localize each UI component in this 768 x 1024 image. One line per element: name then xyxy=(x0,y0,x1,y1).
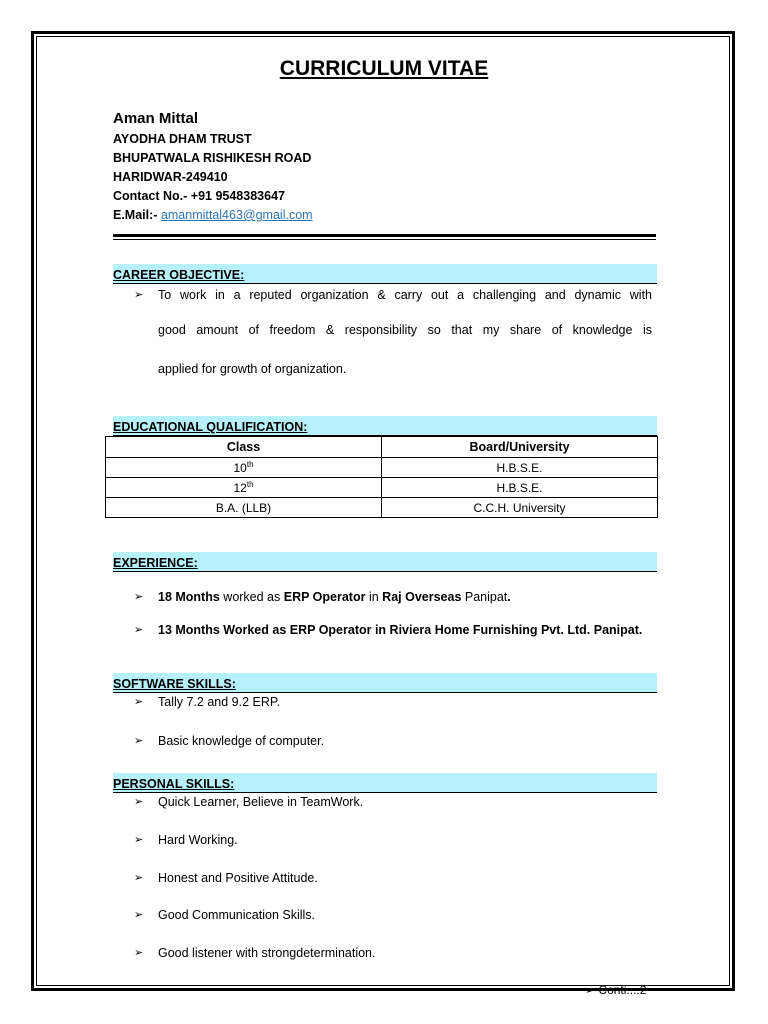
bullet-arrow-icon: ➢ xyxy=(134,696,144,708)
software-skill-item: ➢ Basic knowledge of computer. xyxy=(134,734,325,748)
email-label: E.Mail:- xyxy=(113,208,161,222)
section-personal-skills xyxy=(113,773,657,793)
column-header-class: Class xyxy=(106,437,382,458)
table-row xyxy=(106,498,658,518)
bullet-arrow-icon: ➢ xyxy=(134,909,144,921)
objective-line-1: To work in a reputed organization & carry out a challenging and dynamic with xyxy=(158,288,652,302)
experience-item-1 xyxy=(134,590,664,604)
class-cell: B.A. (LLB) xyxy=(106,498,382,518)
personal-skill-item: ➢ Good Communication Skills. xyxy=(134,908,316,922)
bullet-arrow-icon: ➢ xyxy=(134,947,144,959)
board-cell: H.B.S.E. xyxy=(382,458,658,478)
experience-item-2-text: 13 Months Worked as ERP Operator in Riviera Home Furnishing Pvt. Ltd. Panipat. xyxy=(158,623,643,637)
class-cell: 12th xyxy=(106,478,382,498)
personal-skill-item: ➢ Hard Working. xyxy=(134,833,238,847)
education-heading: EDUCATIONAL QUALIFICATION: xyxy=(113,420,308,434)
bullet-arrow-icon: ➢ xyxy=(134,591,144,603)
board-cell: C.C.H. University xyxy=(382,498,658,518)
career-objective-heading: CAREER OBJECTIVE: xyxy=(113,268,245,282)
personal-skills-heading: PERSONAL SKILLS: xyxy=(113,777,235,791)
personal-skill-item: ➢ Honest and Positive Attitude. xyxy=(134,871,318,885)
section-education xyxy=(113,416,657,436)
objective-line-2: good amount of freedom & responsibility so that my share of knowledge is xyxy=(158,323,652,337)
contact-number: Contact No.- +91 9548383647 xyxy=(113,189,285,203)
bullet-arrow-icon: ➢ xyxy=(134,735,144,747)
email-row xyxy=(113,206,313,225)
bullet-arrow-icon: ➢ xyxy=(134,872,144,884)
address-line-3: HARIDWAR-249410 xyxy=(113,170,228,184)
footer-text: Conti....2 xyxy=(598,983,647,997)
document-title: CURRICULUM VITAE xyxy=(279,57,489,80)
personal-skill-item: ➢ Good listener with strongdetermination. xyxy=(134,946,376,960)
continuation-note xyxy=(585,983,646,997)
header-divider-thin xyxy=(113,239,656,240)
experience-item-1-text: 18 Months worked as ERP Operator in Raj Overseas Panipat. xyxy=(158,590,511,604)
objective-bullet xyxy=(134,288,664,302)
bullet-arrow-icon: ➢ xyxy=(134,624,144,636)
column-header-board: Board/University xyxy=(382,437,658,458)
software-skills-heading: SOFTWARE SKILLS: xyxy=(113,677,236,691)
bullet-arrow-icon: ➢ xyxy=(134,796,144,808)
software-skill-item: ➢ Tally 7.2 and 9.2 ERP. xyxy=(134,695,281,709)
experience-heading: EXPERIENCE: xyxy=(113,556,198,570)
table-row xyxy=(106,478,658,498)
address-line-1: AYODHA DHAM TRUST xyxy=(113,132,252,146)
candidate-name: Aman Mittal xyxy=(113,110,199,127)
experience-item-2 xyxy=(134,623,664,637)
section-software-skills xyxy=(113,673,657,693)
table-row xyxy=(106,458,658,478)
email-link[interactable]: amanmittal463@gmail.com xyxy=(160,208,313,222)
header-divider-thick xyxy=(113,234,656,237)
bullet-arrow-icon: ➢ xyxy=(134,834,144,846)
bullet-arrow-icon: ➢ xyxy=(134,289,144,301)
board-cell: H.B.S.E. xyxy=(382,478,658,498)
table-header-row xyxy=(106,437,658,458)
address-line-2: BHUPATWALA RISHIKESH ROAD xyxy=(113,151,312,165)
footer-arrow-icon: ➢ xyxy=(585,983,596,997)
class-cell: 10th xyxy=(106,458,382,478)
section-career-objective xyxy=(113,264,657,284)
objective-line-3: applied for growth of organization. xyxy=(158,362,347,376)
education-table xyxy=(105,436,658,518)
section-experience xyxy=(113,552,657,572)
personal-skill-item: ➢ Quick Learner, Believe in TeamWork. xyxy=(134,795,364,809)
